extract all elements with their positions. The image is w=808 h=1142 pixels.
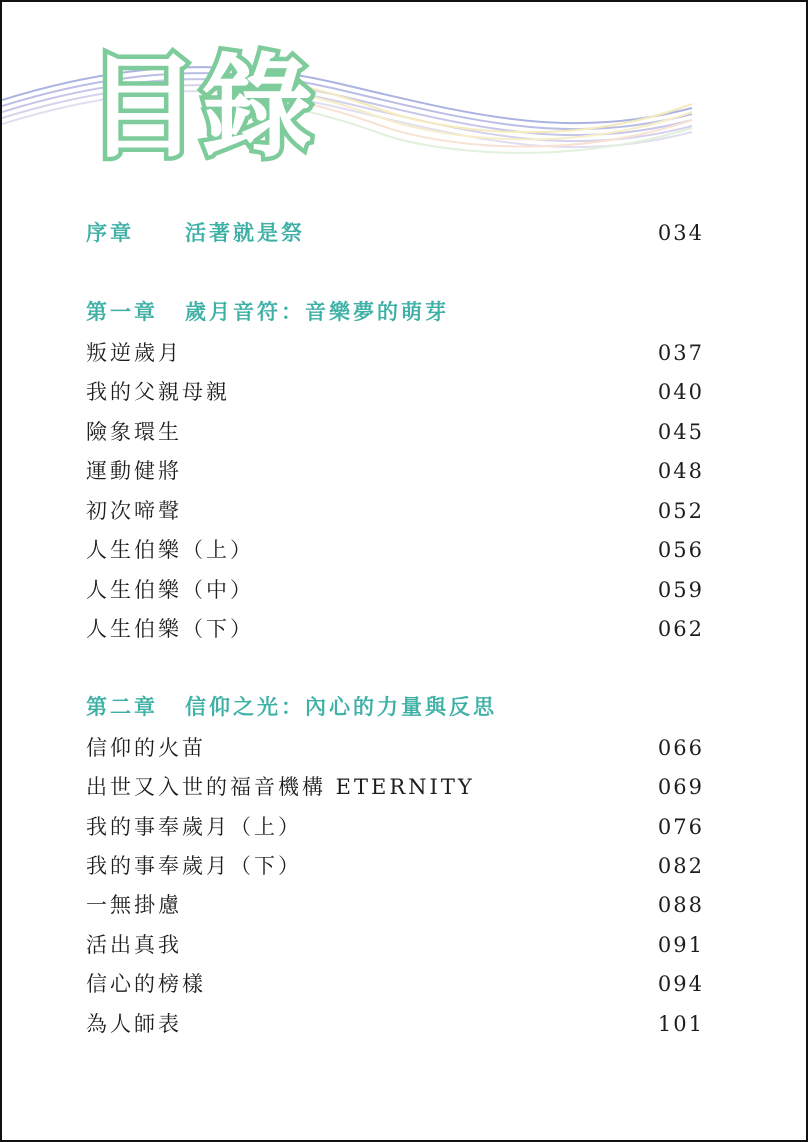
prologue-tag: 序章 xyxy=(86,220,134,245)
prologue-page: 034 xyxy=(657,221,704,245)
entry-page: 094 xyxy=(657,972,704,996)
chapter-2-title: 信仰之光：內心的力量與反思 xyxy=(185,694,497,719)
entry-page: 040 xyxy=(657,380,704,404)
entry-title: 初次啼聲 xyxy=(86,499,182,523)
entry-title: 運動健將 xyxy=(86,459,182,483)
entry-page: 082 xyxy=(657,854,704,878)
entry-page: 048 xyxy=(657,459,704,483)
entry-title: 人生伯樂（下） xyxy=(86,617,254,641)
entry-page: 045 xyxy=(657,420,704,444)
toc-entry xyxy=(86,536,704,564)
entry-page: 091 xyxy=(657,933,704,957)
toc-entry xyxy=(86,891,704,919)
toc-entry xyxy=(86,773,704,801)
prologue-title: 活著就是祭 xyxy=(185,220,305,245)
entry-title: 為人師表 xyxy=(86,1012,182,1036)
chapter-2-heading xyxy=(86,693,497,721)
entry-page: 088 xyxy=(657,893,704,917)
entry-page: 037 xyxy=(657,341,704,365)
toc-entry xyxy=(86,1010,704,1038)
toc-entry xyxy=(86,970,704,998)
toc-entry xyxy=(86,457,704,485)
toc-entry xyxy=(86,615,704,643)
entry-title: 叛逆歲月 xyxy=(86,341,182,365)
toc-entry xyxy=(86,931,704,959)
entry-page: 066 xyxy=(657,736,704,760)
toc-entry xyxy=(86,378,704,406)
entry-title: 出世又入世的福音機構 ETERNITY xyxy=(86,775,475,799)
toc-entry xyxy=(86,734,704,762)
entry-page: 059 xyxy=(657,578,704,602)
entry-page: 062 xyxy=(657,617,704,641)
page-heading: 目錄 xyxy=(87,43,315,173)
entry-title: 人生伯樂（上） xyxy=(86,538,254,562)
entry-title: 險象環生 xyxy=(86,420,182,444)
entry-title: 人生伯樂（中） xyxy=(86,578,254,602)
chapter-2-tag: 第二章 xyxy=(86,694,158,719)
toc-entry xyxy=(86,339,704,367)
entry-page: 052 xyxy=(657,499,704,523)
entry-title: 信仰的火苗 xyxy=(86,736,206,760)
toc-entry xyxy=(86,418,704,446)
toc-entry xyxy=(86,576,704,604)
entry-title: 我的父親母親 xyxy=(86,380,230,404)
chapter-1-tag: 第一章 xyxy=(86,299,158,324)
toc-entry xyxy=(86,852,704,880)
toc-entry xyxy=(86,497,704,525)
prologue-row xyxy=(86,219,704,247)
entry-title: 我的事奉歲月（上） xyxy=(86,815,302,839)
chapter-1-heading xyxy=(86,298,449,326)
entry-page: 076 xyxy=(657,815,704,839)
entry-page: 101 xyxy=(657,1012,704,1036)
entry-title: 活出真我 xyxy=(86,933,182,957)
entry-title: 我的事奉歲月（下） xyxy=(86,854,302,878)
entry-title: 信心的榜樣 xyxy=(86,972,206,996)
entry-page: 056 xyxy=(657,538,704,562)
entry-page: 069 xyxy=(657,775,704,799)
chapter-1-title: 歲月音符：音樂夢的萌芽 xyxy=(185,299,449,324)
entry-title: 一無掛慮 xyxy=(86,893,182,917)
toc-entry xyxy=(86,813,704,841)
